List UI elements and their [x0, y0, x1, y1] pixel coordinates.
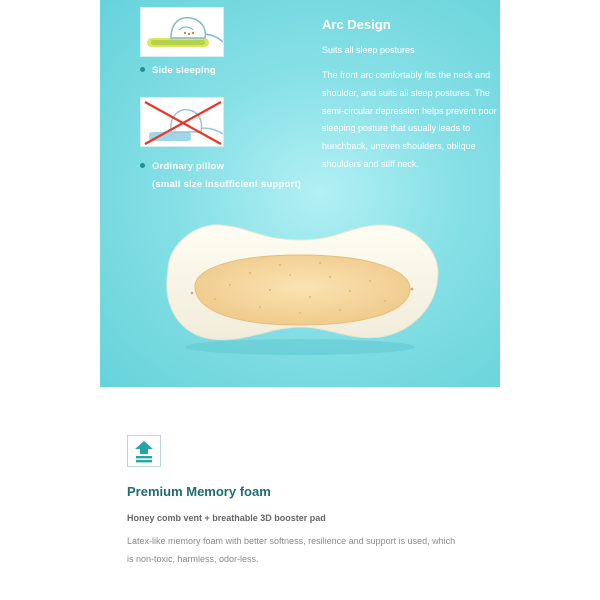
- arc-design-description: The front arc comfortably fits the neck and shoulder, and suits all sleep postures. The semi-circular depression helps prevent poor sleeping posture that usually leads to hunchback, uneven shoulders, oblique shoulders and stiff neck.: [322, 70, 497, 169]
- feature-subtitle: Honey comb vent + breathable 3D booster pad: [127, 513, 326, 523]
- ordinary-pillow-graphic: [141, 98, 224, 147]
- layers-up-icon: [127, 435, 161, 467]
- ordinary-pillow-illustration: [140, 97, 224, 147]
- side-sleeping-graphic: [141, 8, 224, 57]
- pillow-illustration: [150, 215, 450, 355]
- bullet-dot: [140, 163, 145, 168]
- bullet-dot: [140, 67, 145, 72]
- ordinary-pillow-note: (small size insufficient support): [152, 179, 302, 190]
- arc-design-title: Arc Design: [322, 17, 391, 32]
- feature-title: Premium Memory foam: [127, 484, 271, 499]
- side-sleeping-label: Side sleeping: [152, 65, 216, 76]
- side-sleeping-illustration: [140, 7, 224, 57]
- arc-design-subtitle: Suits all sleep postures: [322, 45, 415, 55]
- ordinary-pillow-label: Ordinary pillow: [152, 161, 225, 172]
- feature-description: Latex-like memory foam with better softness, resilience and support is used, which is non-toxic, harmless, odor-less.: [127, 536, 456, 564]
